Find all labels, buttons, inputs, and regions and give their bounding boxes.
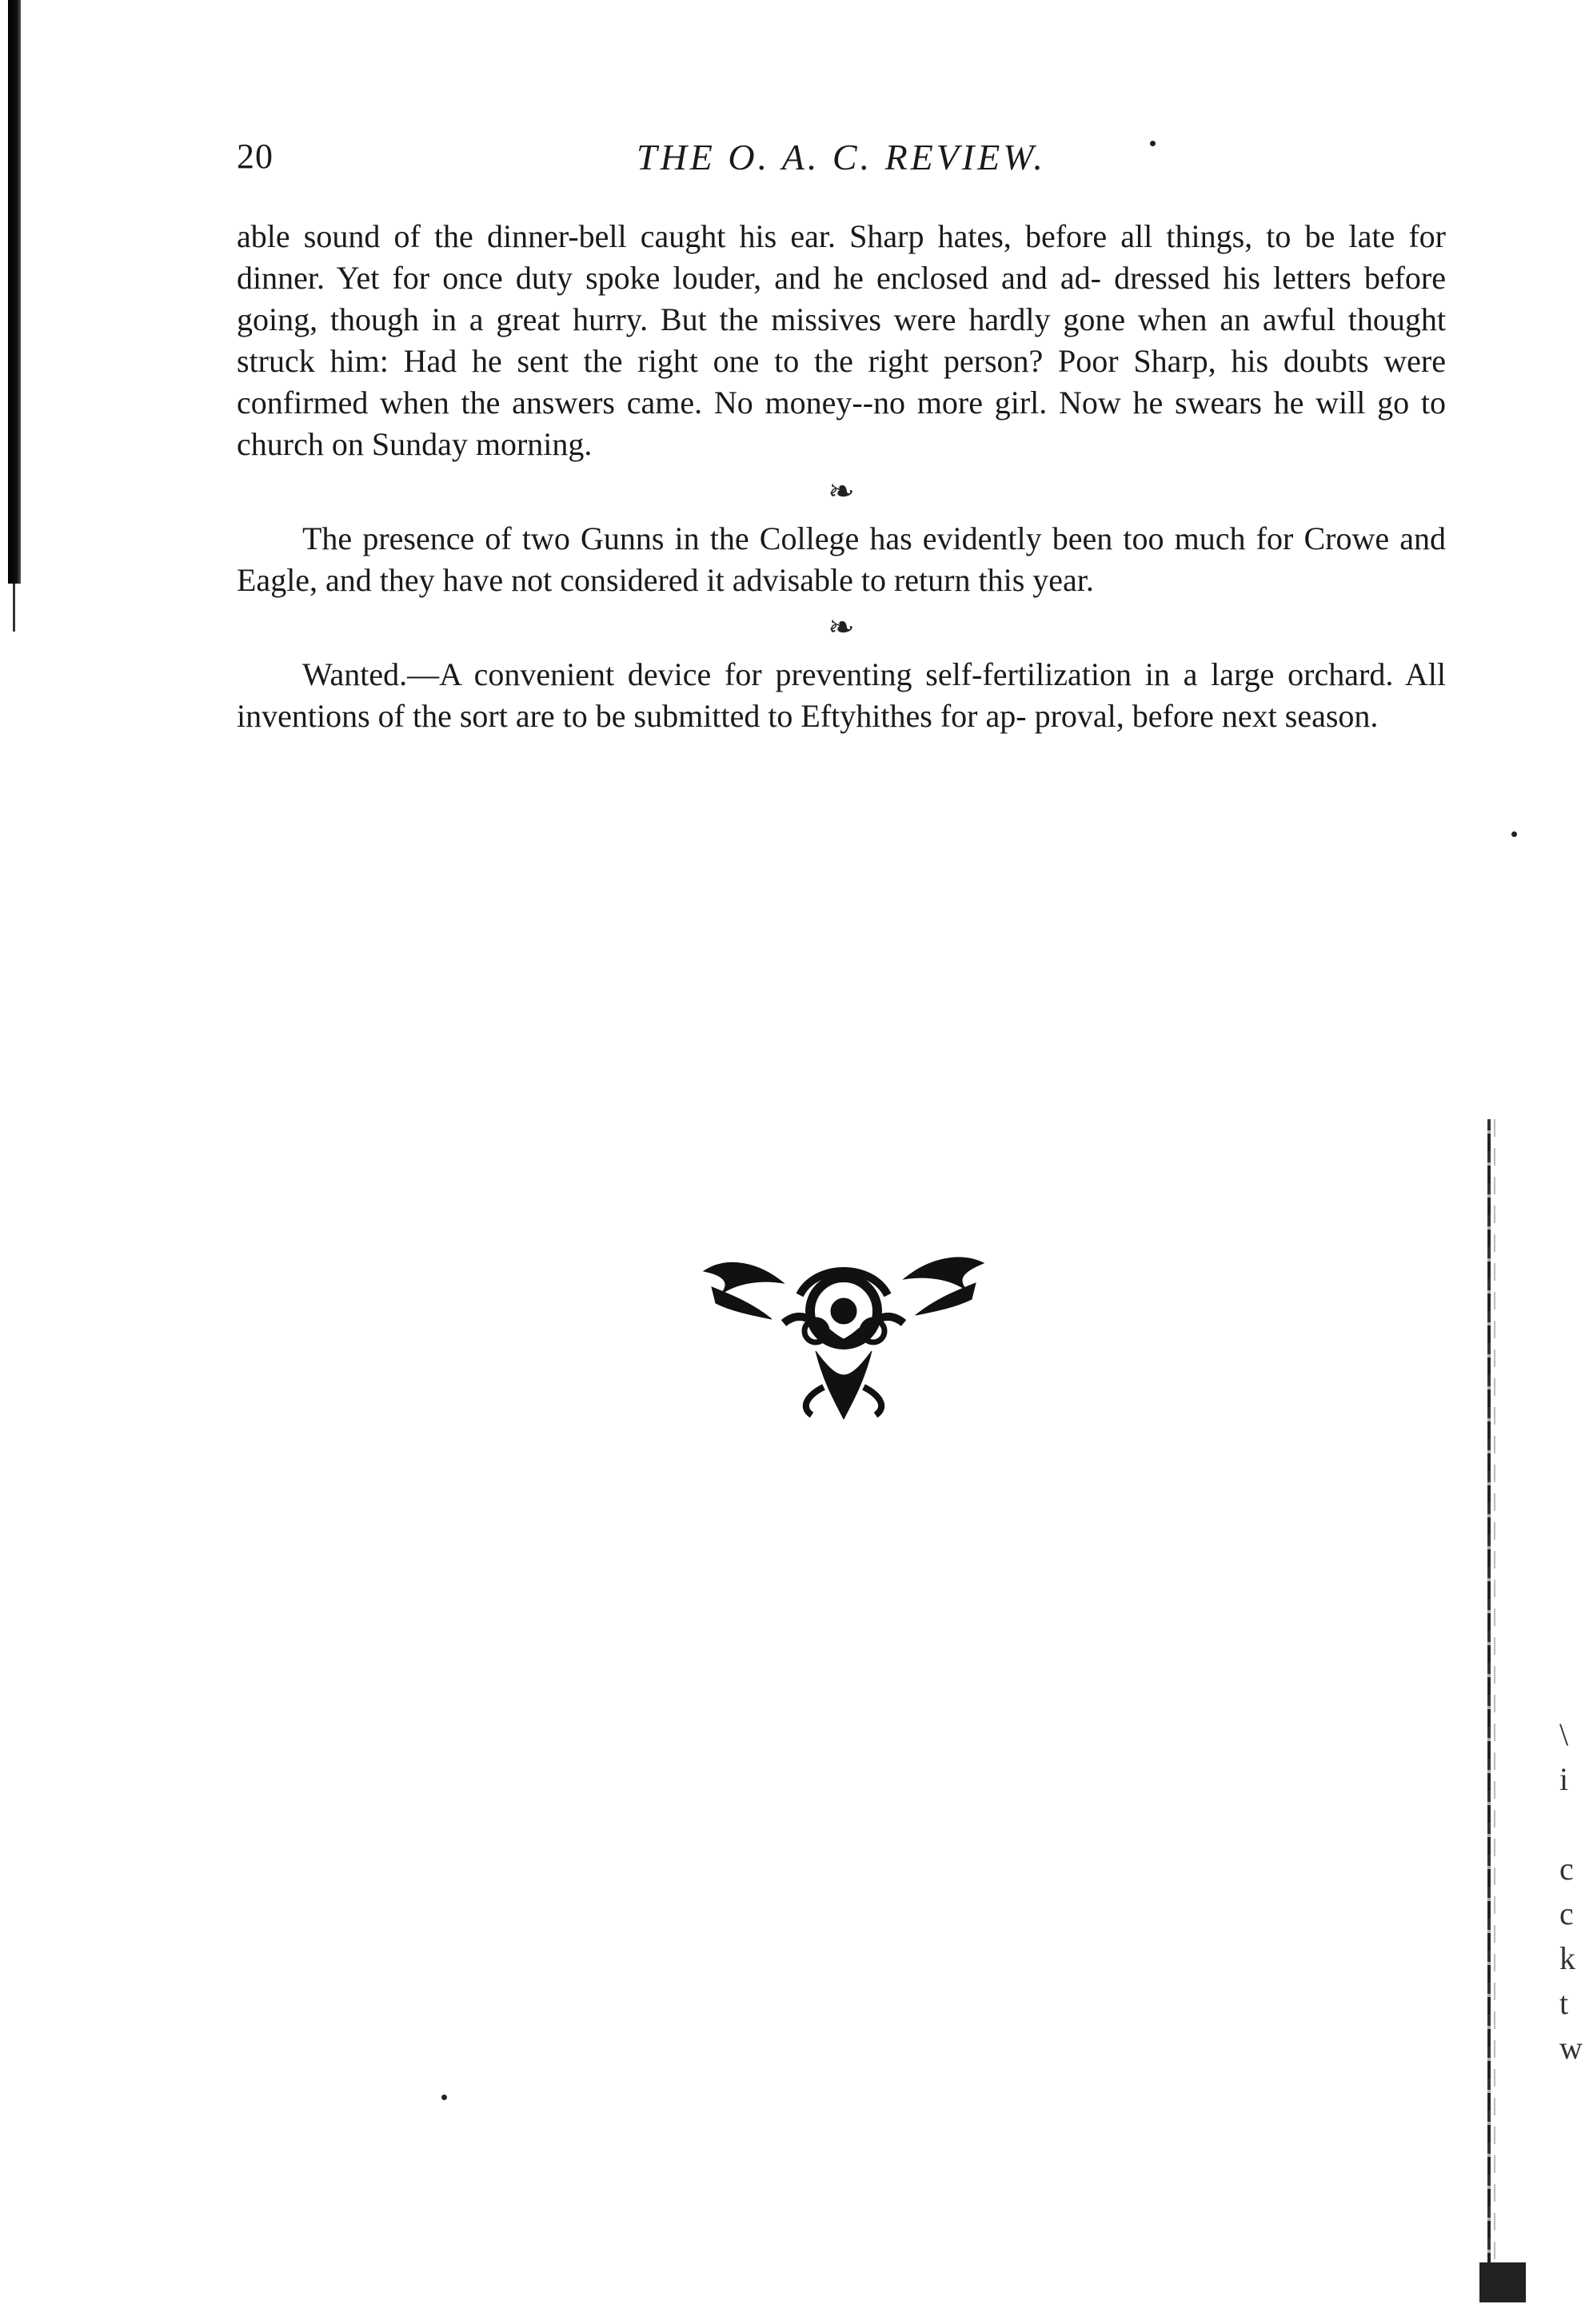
scan-edge-shadow-tail bbox=[13, 584, 15, 632]
text-line: orchard. All inventions of the sort are to be submitted to Eftyhithes for ap- bbox=[237, 656, 1447, 734]
body-text bbox=[237, 216, 1446, 737]
text-line: hardly gone when an awful thought struck him: Had he sent the right one to bbox=[237, 301, 1447, 379]
hedera-fleuron-icon: ❧ bbox=[828, 609, 855, 645]
bleed-letter: c bbox=[1559, 1851, 1574, 1887]
text-line: Wanted.—A convenient device for preventing self-fertilization in a large bbox=[302, 656, 1275, 692]
text-line: The presence of two Gunns in the College has evidently been too much for bbox=[302, 520, 1294, 556]
page-gutter-rule-faint bbox=[1494, 1119, 1495, 2282]
running-header bbox=[237, 136, 1436, 192]
bleed-letter: i bbox=[1559, 1761, 1569, 1797]
text-line: dressed his letters before going, though in a great hurry. But the missives were bbox=[237, 260, 1447, 337]
next-page-bleed-through bbox=[1559, 1711, 1591, 2069]
hedera-fleuron-icon: ❧ bbox=[828, 473, 855, 509]
ink-speck bbox=[441, 2095, 447, 2100]
floral-vignette-icon bbox=[696, 1247, 992, 1423]
bleed-letter: t bbox=[1559, 1985, 1569, 2021]
bleed-letter bbox=[1559, 1800, 1591, 1845]
text-line: proval, before next season. bbox=[1034, 698, 1379, 734]
bleed-letter: w bbox=[1559, 2030, 1583, 2066]
text-line: the right person? Poor Sharp, his doubts were confirmed when the answers bbox=[237, 343, 1447, 421]
paragraph bbox=[237, 654, 1446, 737]
scan-edge-shadow bbox=[8, 0, 21, 584]
text-line: Crowe and Eagle, and they have not considered it advisable to return this year. bbox=[237, 520, 1446, 598]
scan-corner-shadow bbox=[1479, 2262, 1526, 2302]
paragraph bbox=[237, 518, 1446, 601]
text-line: came. No money--no more girl. Now he swears he will go to church on bbox=[237, 385, 1447, 462]
bleed-letter: k bbox=[1559, 1940, 1575, 1976]
paragraph bbox=[237, 216, 1446, 465]
text-line: Sunday morning. bbox=[371, 426, 593, 462]
bleed-letter: c bbox=[1559, 1895, 1574, 1931]
text-line: be late for dinner. Yet for once duty spoke louder, and he enclosed and ad- bbox=[237, 218, 1446, 296]
ink-speck bbox=[1511, 831, 1517, 837]
page-number: 20 bbox=[237, 137, 273, 176]
running-title: THE O. A. C. REVIEW. bbox=[637, 137, 1046, 177]
text-line: able sound of the dinner-bell caught his ear. Sharp hates, before all things, to bbox=[237, 218, 1292, 254]
page-gutter-rule bbox=[1487, 1119, 1491, 2282]
bleed-letter: \ bbox=[1559, 1716, 1569, 1752]
